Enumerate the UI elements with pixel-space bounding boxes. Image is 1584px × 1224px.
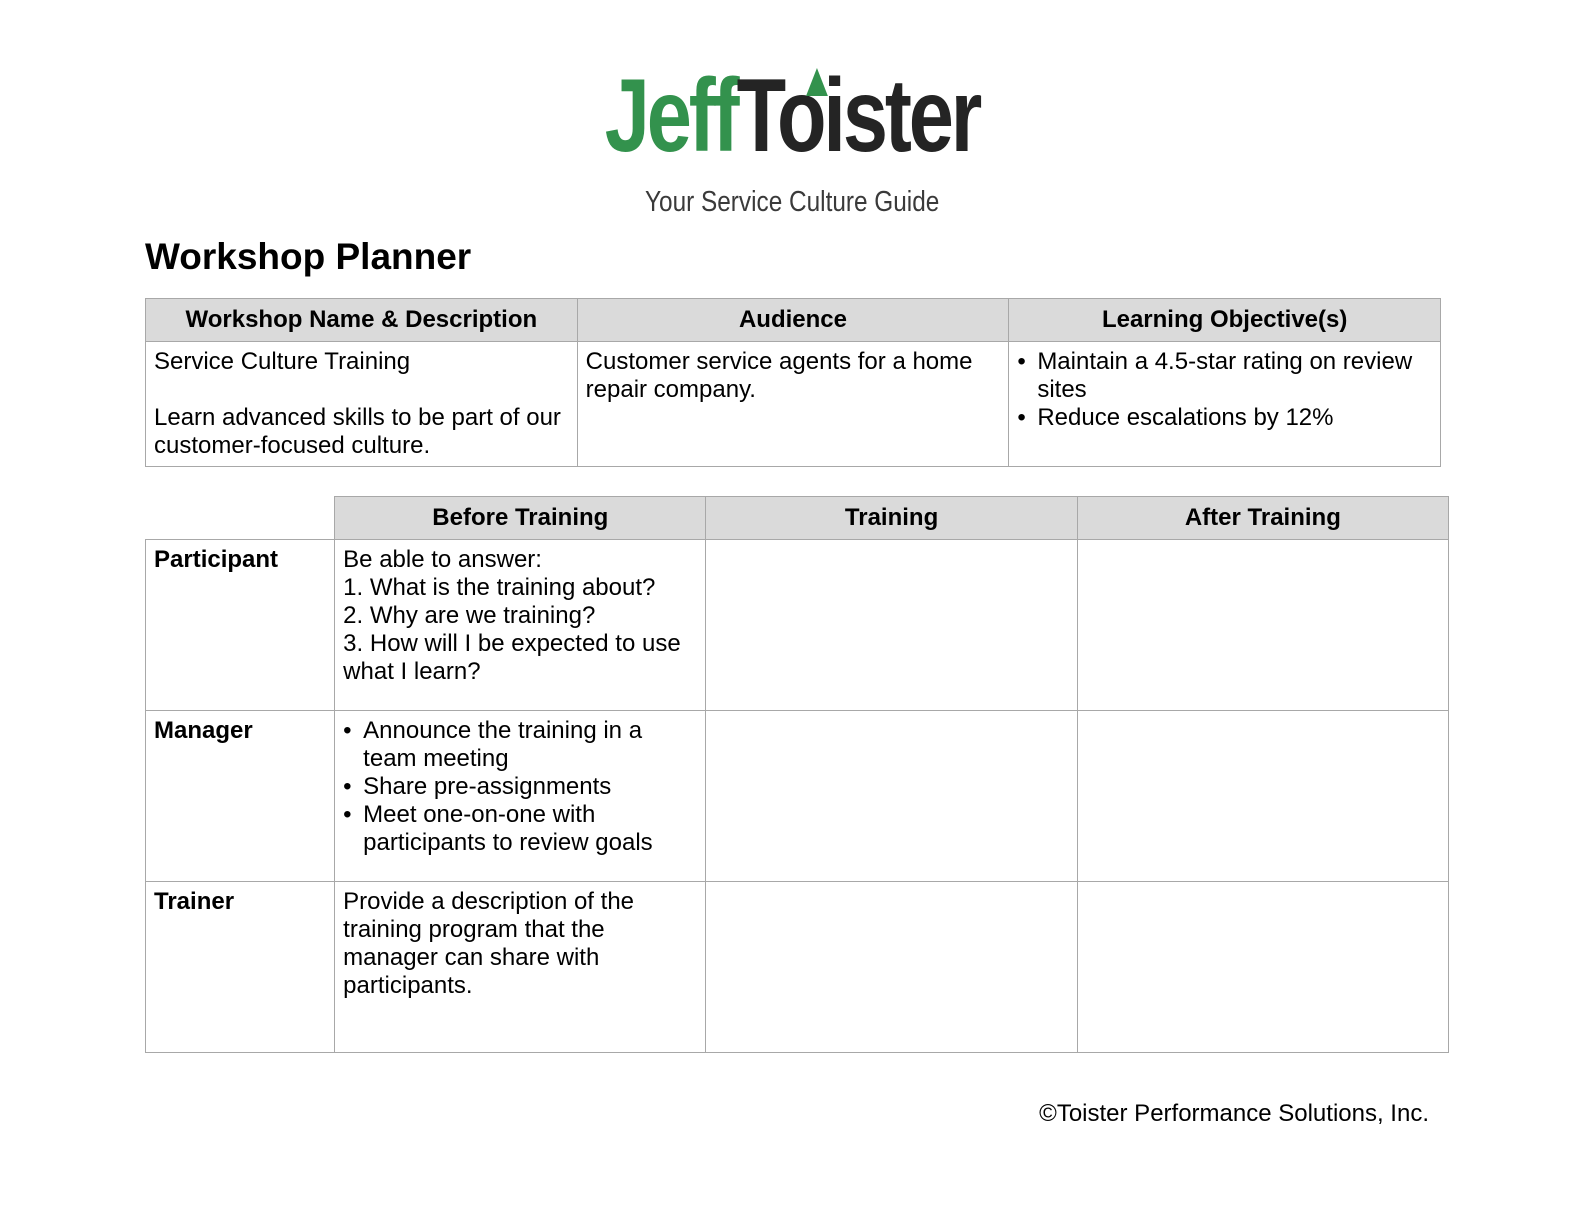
- manager-training-cell: [706, 711, 1077, 882]
- trainer-training-cell: [706, 882, 1077, 1053]
- participant-before-line: Be able to answer:: [343, 546, 542, 573]
- manager-after-cell: [1077, 711, 1448, 882]
- header-before-training: Before Training: [335, 497, 706, 540]
- objective-item: • Maintain a 4.5-star rating on review sites: [1017, 348, 1432, 404]
- participant-before-line: 2. Why are we training?: [343, 602, 596, 629]
- overview-row: [146, 342, 1441, 467]
- header-learning-objectives: Learning Objective(s): [1009, 299, 1441, 342]
- header-audience: Audience: [577, 299, 1009, 342]
- spacer: [154, 376, 569, 404]
- manager-before-cell: [335, 711, 706, 882]
- row-label-participant: Participant: [146, 540, 335, 711]
- manager-before-list: [343, 717, 697, 857]
- manager-before-item: • Share pre-assignments: [343, 773, 697, 801]
- header-after-training: After Training: [1077, 497, 1448, 540]
- participant-before-line: 3. How will I be expected to use what I learn?: [343, 630, 681, 685]
- header-training: Training: [706, 497, 1077, 540]
- manager-before-item: • Meet one-on-one with participants to review goals: [343, 801, 697, 857]
- row-label-manager: Manager: [146, 711, 335, 882]
- trainer-before-cell: Provide a description of the training program that the manager can share with participants.: [335, 882, 706, 1053]
- brand-logo: [0, 58, 1584, 174]
- planner-table: [145, 496, 1449, 1053]
- table-row-manager: [146, 711, 1449, 882]
- logo-arrow-icon: [806, 68, 828, 96]
- logo-last-name: Toister: [736, 58, 980, 174]
- logo-wordmark: [604, 58, 980, 174]
- participant-before-cell: [335, 540, 706, 711]
- planner-header-row: [146, 497, 1449, 540]
- corner-cell: [146, 497, 335, 540]
- header-workshop-name: Workshop Name & Description: [146, 299, 578, 342]
- page-title: Workshop Planner: [145, 236, 472, 277]
- overview-table: [145, 298, 1441, 467]
- workshop-description: Learn advanced skills to be part of our customer-focused culture.: [154, 404, 561, 459]
- table-row-participant: [146, 540, 1449, 711]
- audience-cell: Customer service agents for a home repair company.: [577, 342, 1009, 467]
- workshop-cell: [146, 342, 578, 467]
- manager-before-item: • Announce the training in a team meeting: [343, 717, 697, 773]
- row-label-trainer: Trainer: [146, 882, 335, 1053]
- logo-tagline: Your Service Culture Guide: [644, 186, 940, 218]
- logo-first-name: Jeff: [604, 58, 737, 174]
- workshop-name: Service Culture Training: [154, 348, 411, 375]
- participant-before-line: 1. What is the training about?: [343, 574, 656, 601]
- trainer-after-cell: [1077, 882, 1448, 1053]
- overview-header-row: [146, 299, 1441, 342]
- objectives-list: [1017, 348, 1432, 432]
- objective-item: • Reduce escalations by 12%: [1017, 404, 1432, 432]
- table-row-trainer: [146, 882, 1449, 1053]
- participant-training-cell: [706, 540, 1077, 711]
- copyright-notice: ©Toister Performance Solutions, Inc.: [1039, 1100, 1429, 1127]
- participant-after-cell: [1077, 540, 1448, 711]
- objectives-cell: [1009, 342, 1441, 467]
